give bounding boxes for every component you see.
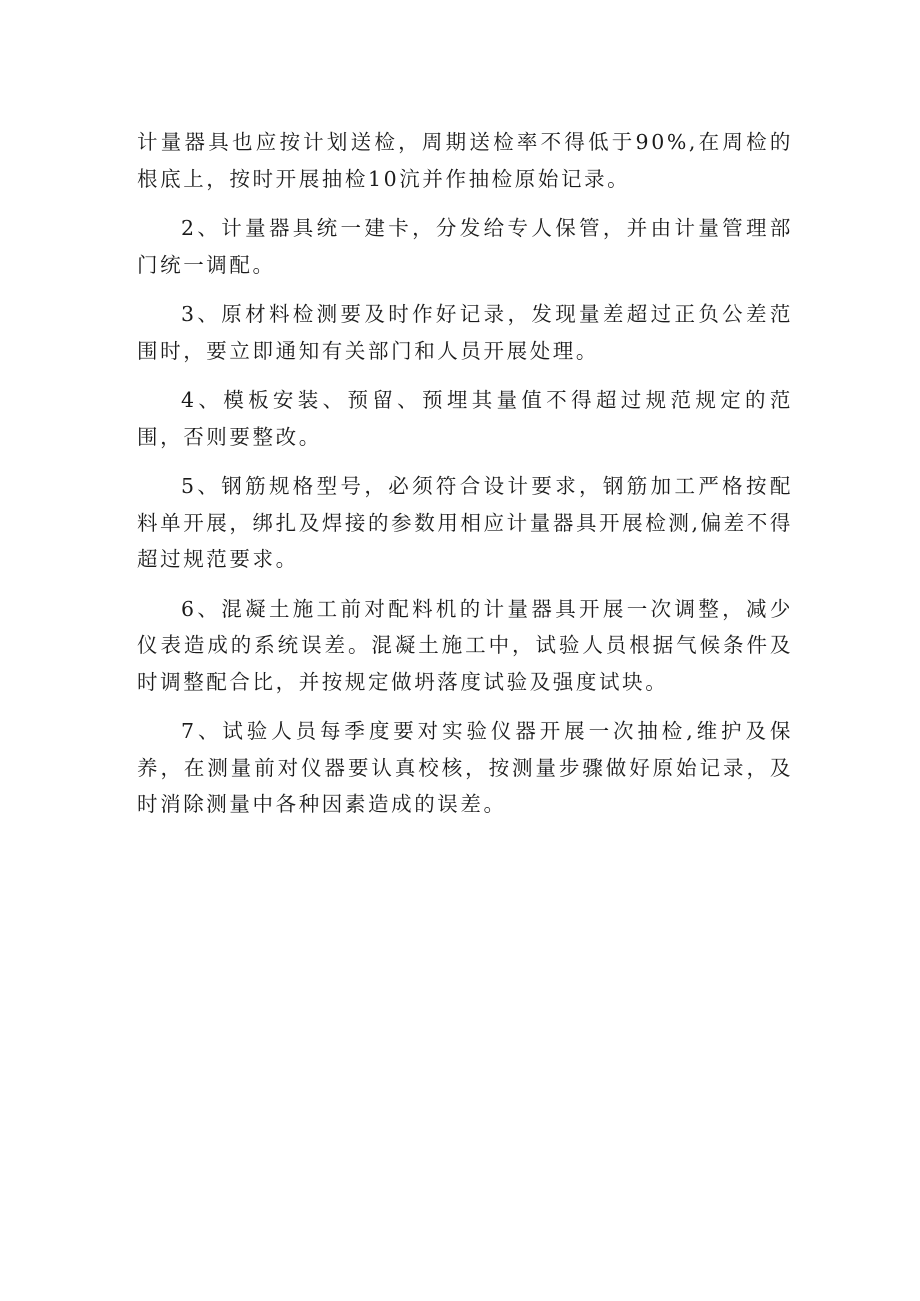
paragraph-item-5: 5、钢筋规格型号，必须符合设计要求，钢筋加工严格按配料单开展，绑扎及焊接的参数用相应计量器具开展检测,偏差不得超过规范要求。 [137,474,793,571]
paragraph-item-6: 6、混凝土施工前对配料机的计量器具开展一次调整，减少仪表造成的系统误差。混凝土施工中，试验人员根据气候条件及时调整配合比，并按规定做坍落度试验及强度试块。 [137,596,793,694]
paragraph-item-2: 2、计量器具统一建卡，分发给专人保管，并由计量管理部门统一调配。 [137,216,793,277]
paragraph-item-7: 7、试验人员每季度要对实验仪器开展一次抽检,维护及保养，在测量前对仪器要认真校核，按测量步骤做好原始记录，及时消除测量中各种因素造成的误差。 [137,719,793,816]
document-body [137,124,793,836]
paragraph-item-4: 4、模板安装、预留、预埋其量值不得超过规范规定的范围，否则要整改。 [137,388,793,449]
paragraph-continuation: 计量器具也应按计划送检，周期送检率不得低于90%,在周检的根底上，按时开展抽检10沆并作抽检原始记录。 [137,130,793,191]
paragraph-item-3: 3、原材料检测要及时作好记录，发现量差超过正负公差范围时，要立即通知有关部门和人员开展处理。 [137,302,793,363]
